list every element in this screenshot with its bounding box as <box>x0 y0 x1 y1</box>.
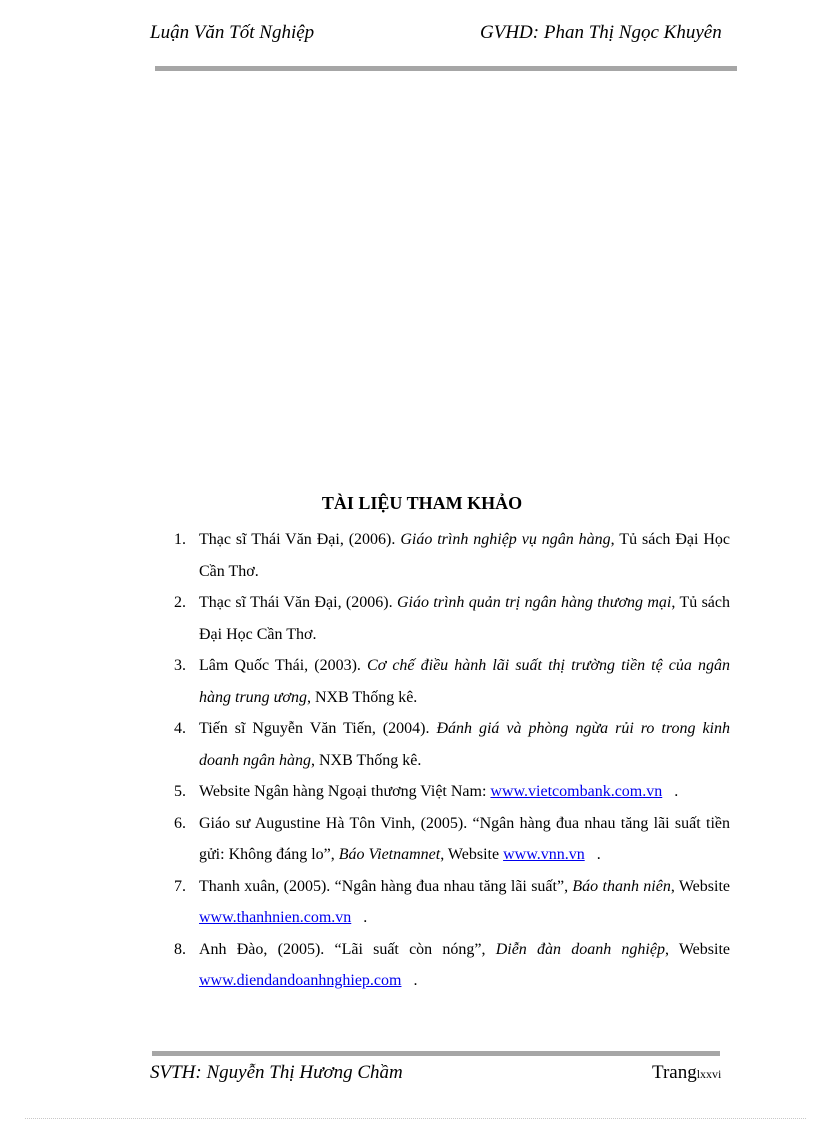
reference-number: 2. <box>174 594 186 611</box>
header-right: GVHD: Phan Thị Ngọc Khuyên <box>480 22 722 43</box>
reference-text: Lâm Quốc Thái, (2003). <box>199 657 368 674</box>
page-number-value: lxxvi <box>696 1067 722 1081</box>
reference-link[interactable]: www.vnn.vn <box>503 846 585 863</box>
reference-text: Giáo sư Augustine Hà Tôn Vinh, (2005). “Ngân hàng đua nhau tăng lãi suất tiền gửi: Không đáng lo”, <box>199 814 730 863</box>
reference-text: Thạc sĩ Thái Văn Đại, (2006). <box>199 594 397 611</box>
reference-text: Thanh xuân, (2005). “Ngân hàng đua nhau tăng lãi suất”, <box>199 877 573 895</box>
reference-title: Cơ chế điều hành lãi suất thị trường tiền tệ của ngân hàng trung ương <box>199 657 730 706</box>
reference-text: , Website <box>440 846 504 863</box>
reference-item <box>174 713 730 776</box>
reference-number: 1. <box>174 531 186 548</box>
reference-title: Đánh giá và phòng ngừa rủi ro trong kinh doanh ngân hàng <box>199 720 730 769</box>
reference-title: Giáo trình nghiệp vụ ngân hàng <box>400 531 611 548</box>
reference-text: , Tủ sách Đại Học Cần Thơ. <box>199 531 731 580</box>
reference-item <box>174 871 730 934</box>
reference-item <box>174 587 730 650</box>
reference-text: . <box>363 909 368 926</box>
header-left: Luận Văn Tốt Nghiệp <box>150 22 315 43</box>
page-number <box>652 1062 721 1084</box>
reference-text: . <box>413 972 418 989</box>
reference-text: , Website <box>664 940 731 958</box>
reference-link[interactable]: www.vietcombank.com.vn <box>490 783 663 800</box>
reference-text: , NXB Thống kê. <box>306 688 418 706</box>
reference-number: 6. <box>174 814 186 832</box>
reference-number: 3. <box>174 657 186 674</box>
reference-item <box>174 808 730 871</box>
section-title: TÀI LIỆU THAM KHẢO <box>321 493 523 513</box>
header-rule <box>155 66 737 71</box>
reference-title: Diễn đàn doanh nghiệp <box>495 940 665 958</box>
reference-title: Giáo trình quản trị ngân hàng thương mại <box>396 594 672 611</box>
reference-list <box>174 524 730 997</box>
reference-text: , Tủ sách Đại Học Cần Thơ. <box>199 594 730 643</box>
reference-title: Báo Vietnamnet <box>338 846 441 863</box>
reference-link[interactable]: www.thanhnien.com.vn <box>199 909 352 926</box>
reference-title: Báo thanh niên <box>572 877 671 895</box>
reference-text: , NXB Thống kê. <box>311 751 422 769</box>
reference-number: 5. <box>174 783 186 800</box>
reference-text: Website Ngân hàng Ngoại thương Việt Nam: <box>199 783 491 800</box>
footer-rule <box>152 1051 720 1056</box>
reference-item <box>174 524 730 587</box>
reference-item <box>174 650 730 713</box>
page-boundary <box>25 1118 806 1119</box>
page-label: Trang <box>652 1062 697 1083</box>
reference-number: 4. <box>174 720 186 737</box>
reference-item <box>174 776 730 808</box>
reference-number: 8. <box>174 940 186 958</box>
footer-left: SVTH: Nguyễn Thị Hương Chầm <box>150 1062 403 1083</box>
reference-text: . <box>596 846 601 863</box>
reference-item <box>174 934 730 997</box>
reference-link[interactable]: www.diendandoanhnghiep.com <box>199 972 402 989</box>
reference-text: Tiến sĩ Nguyễn Văn Tiến, (2004). <box>199 720 437 737</box>
reference-text: Anh Đào, (2005). “Lãi suất còn nóng”, <box>199 940 496 958</box>
reference-text: , Website <box>670 877 730 895</box>
reference-text: . <box>674 783 679 800</box>
reference-number: 7. <box>174 877 186 895</box>
reference-text: Thạc sĩ Thái Văn Đại, (2006). <box>199 531 401 548</box>
